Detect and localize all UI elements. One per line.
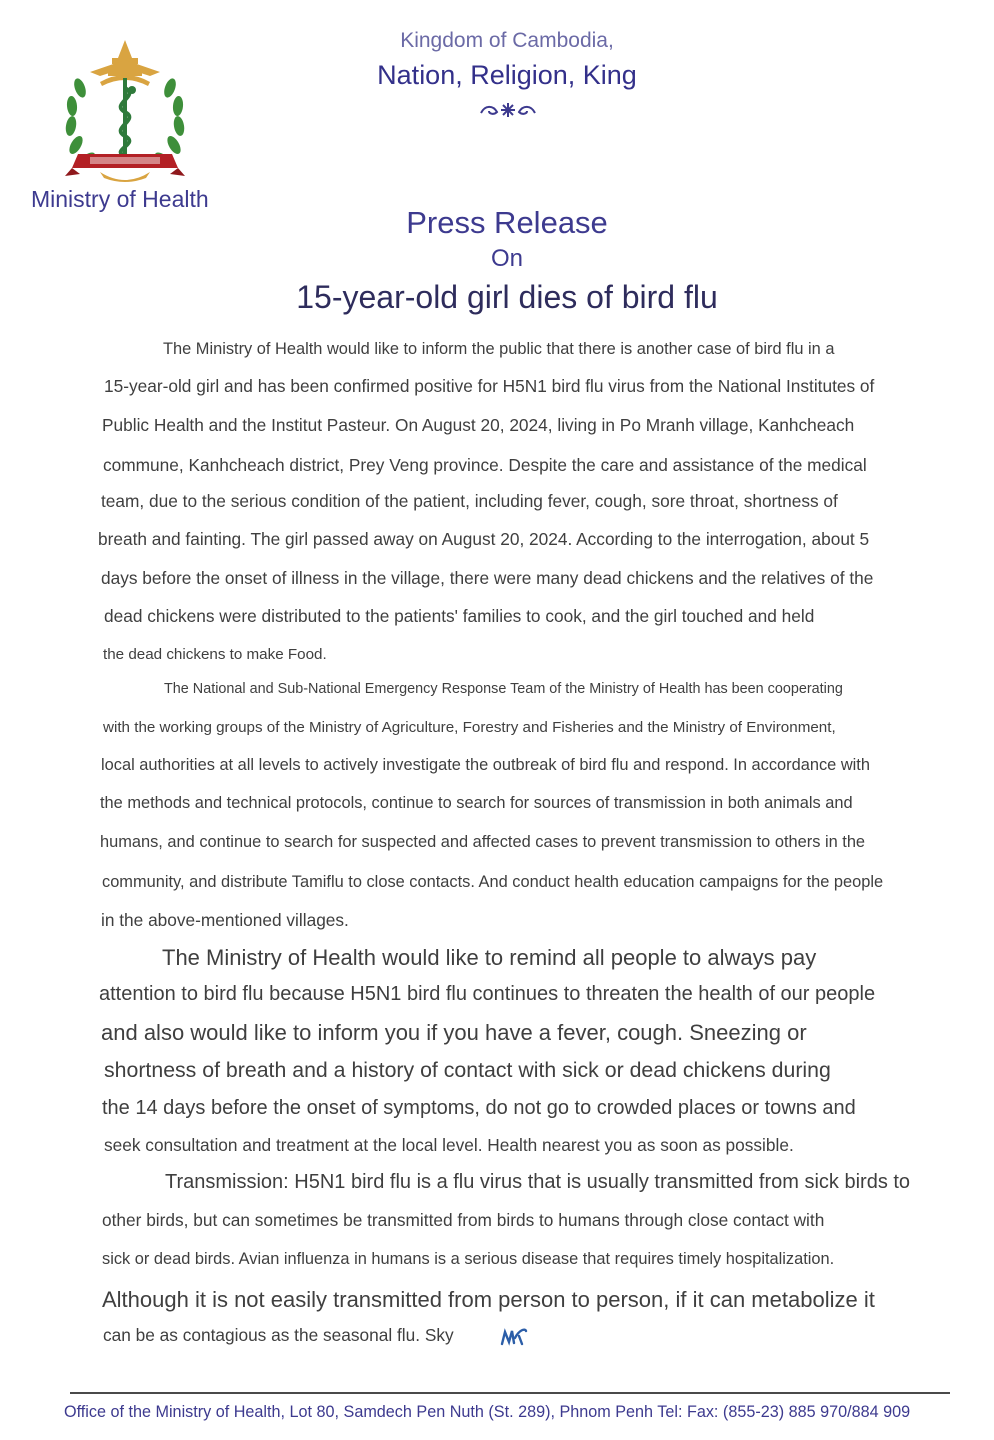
paragraph-2-line: with the working groups of the Ministry of Agriculture, Forestry and Fisheries and the Ministry of Environment, xyxy=(103,719,836,736)
paragraph-1-line: commune, Kanhcheach district, Prey Veng province. Despite the care and assistance of the medical xyxy=(103,455,867,475)
paragraph-3-line: and also would like to inform you if you have a fever, cough. Sneezing or xyxy=(101,1020,807,1045)
on-label: On xyxy=(490,245,523,272)
footer-address: Office of the Ministry of Health, Lot 80, Samdech Pen Nuth (St. 289), Phnom Penh Tel: Fax: (855-23) 885 970/884 909 xyxy=(64,1403,911,1421)
paragraph-1-line: The Ministry of Health would like to inform the public that there is another case of bird flu in a xyxy=(163,340,835,358)
paragraph-1-line: 15-year-old girl and has been confirmed positive for H5N1 bird flu virus from the National Institutes of xyxy=(104,376,875,396)
paragraph-4-line: can be as contagious as the seasonal flu. Sky xyxy=(103,1325,454,1345)
paragraph-1-line: Public Health and the Institut Pasteur. On August 20, 2024, living in Po Mranh village, Kanhcheach xyxy=(102,415,855,435)
paragraph-4-line: other birds, but can sometimes be transmitted from birds to humans through close contact with xyxy=(102,1210,825,1230)
paragraph-1-line: team, due to the serious condition of the patient, including fever, cough, sore throat, shortness of xyxy=(101,491,838,511)
paragraph-4-line: Transmission: H5N1 bird flu is a flu virus that is usually transmitted from sick birds to xyxy=(165,1171,911,1193)
ministry-name: Ministry of Health xyxy=(31,186,209,212)
paragraph-1-line: days before the onset of illness in the village, there were many dead chickens and the relatives of the xyxy=(101,568,874,588)
paragraph-2-line: community, and distribute Tamiflu to close contacts. And conduct health education campaigns for the people xyxy=(102,873,884,891)
national-motto: Nation, Religion, King xyxy=(377,60,637,90)
paragraph-2-line: The National and Sub-National Emergency Response Team of the Ministry of Health has been cooperating xyxy=(164,681,843,697)
paragraph-3-line: attention to bird flu because H5N1 bird flu continues to threaten the health of our people xyxy=(99,983,876,1005)
paragraph-1-line: breath and fainting. The girl passed away on August 20, 2024. According to the interrogation, about 5 xyxy=(98,529,870,549)
paragraph-1-line: dead chickens were distributed to the patients' families to cook, and the girl touched and held xyxy=(104,606,815,626)
headline: 15-year-old girl dies of bird flu xyxy=(296,279,718,315)
paragraph-2-line: local authorities at all levels to actively investigate the outbreak of bird flu and respond. In accordance with xyxy=(101,756,870,774)
kingdom-heading: Kingdom of Cambodia, xyxy=(400,29,614,52)
footer-divider xyxy=(70,1392,950,1394)
paragraph-4-line: sick or dead birds. Avian influenza in humans is a serious disease that requires timely hospitalization. xyxy=(102,1250,835,1268)
paragraph-2-line: in the above-mentioned villages. xyxy=(101,910,349,930)
paragraph-2-line: humans, and continue to search for suspected and affected cases to prevent transmission to others in the xyxy=(100,833,866,851)
paragraph-3-line: shortness of breath and a history of contact with sick or dead chickens during xyxy=(104,1058,831,1082)
paragraph-3-line: The Ministry of Health would like to remind all people to always pay xyxy=(162,945,817,970)
paragraph-3-line: seek consultation and treatment at the local level. Health nearest you as soon as possible. xyxy=(104,1135,794,1155)
paragraph-4-line: Although it is not easily transmitted from person to person, if it can metabolize it xyxy=(102,1287,875,1312)
paragraph-3-line: the 14 days before the onset of symptoms, do not go to crowded places or towns and xyxy=(102,1097,856,1119)
paragraph-2-line: the methods and technical protocols, continue to search for sources of transmission in both animals and xyxy=(100,794,853,812)
paragraph-1-line: the dead chickens to make Food. xyxy=(103,646,327,663)
press-release-title: Press Release xyxy=(406,205,608,240)
handwritten-signature-icon xyxy=(499,1324,529,1348)
decorative-flourish-icon xyxy=(477,100,539,120)
